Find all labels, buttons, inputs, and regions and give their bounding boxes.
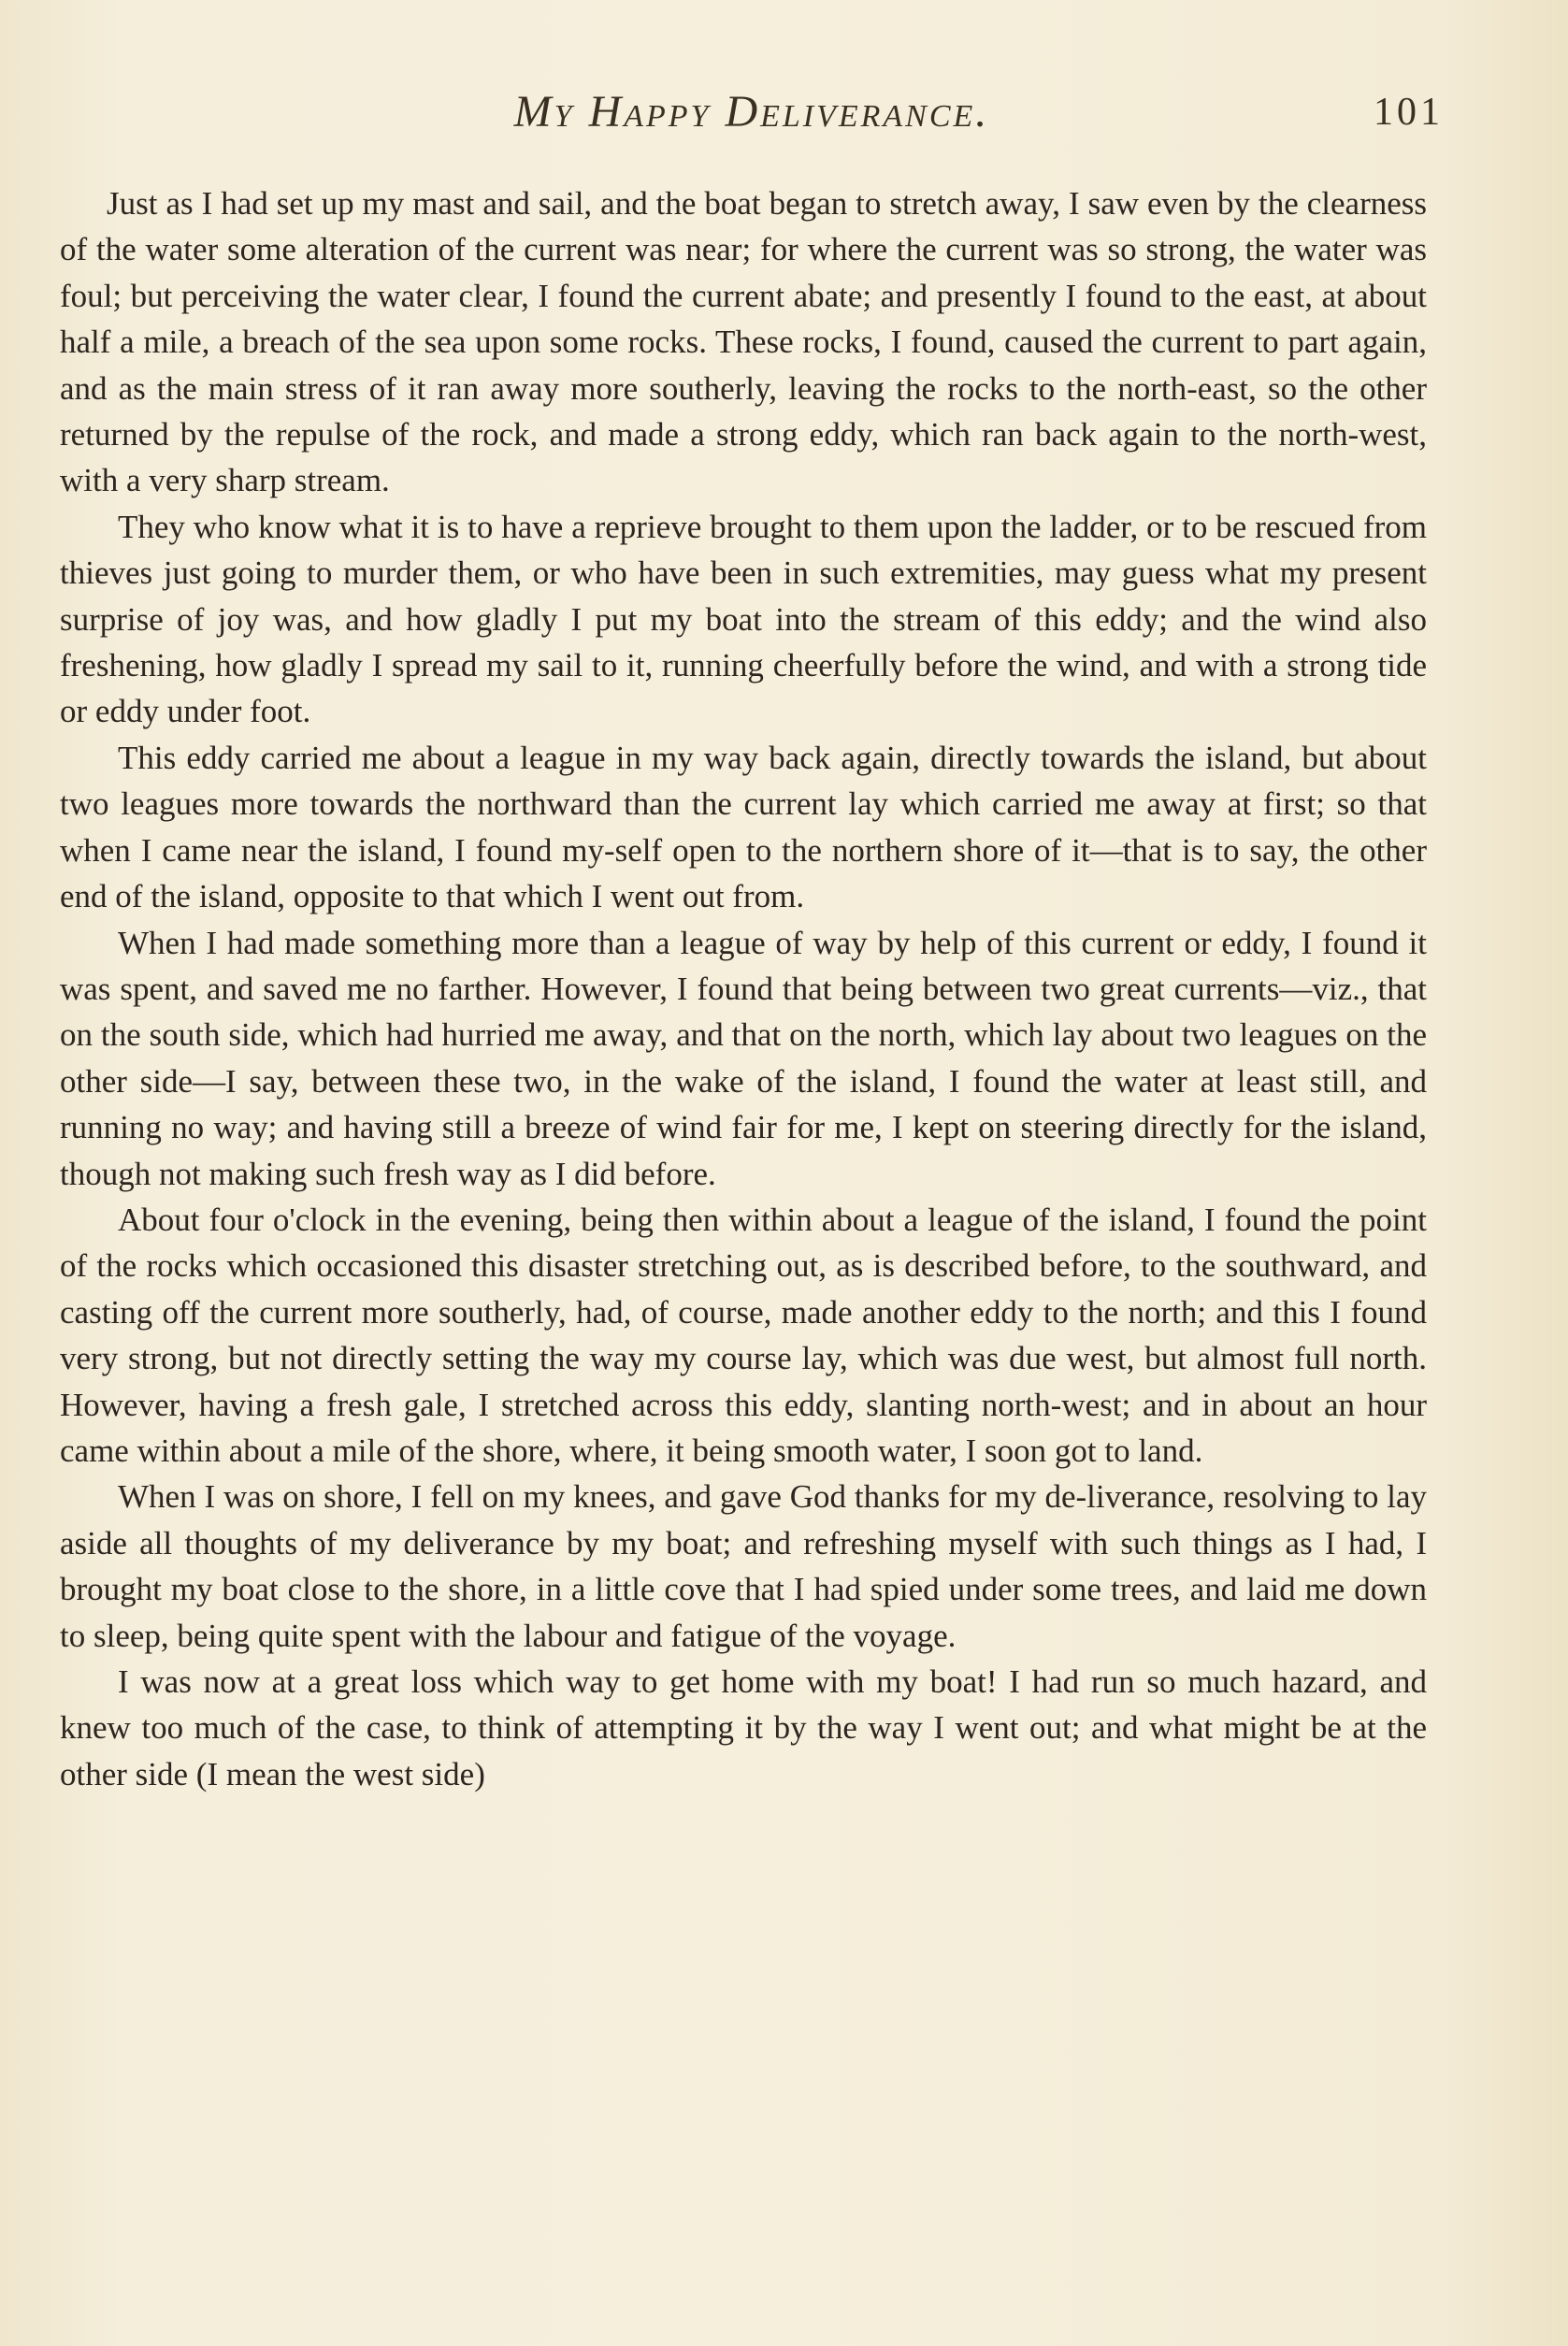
page-number: 101 [1374, 91, 1444, 134]
page-header [60, 86, 1444, 142]
paragraph-3: This eddy carried me about a league in my way back again, directly towards the island, but about two leagues more towards the northward than the current lay which carried me away at first; so that when I came near the island, I found my-self open to the northern shore of it—that is to say, the other end of the island, opposite to that which I went out from. [60, 739, 1427, 915]
body-text [60, 180, 1427, 1797]
paragraph-2: They who know what it is to have a reprieve brought to them upon the ladder, or to be rescued from thieves just going to murder them, or who have been in such extremities, may guess what my present surprise of joy was, and how gladly I put my boat into the stream of this eddy; and the wind also freshening, how gladly I spread my sail to it, running cheerfully before the wind, and with a strong tide or eddy under foot. [60, 508, 1427, 730]
paragraph-4: When I had made something more than a league of way by help of this current or eddy, I found it was spent, and saved me no farther. However, I found that being between two great currents—viz., that on the south side, which had hurried me away, and that on the north, which lay about two leagues on the other side—I say, between these two, in the wake of the island, I found the water at least still, and running no way; and having still a breeze of wind fair for me, I kept on steering directly for the island, though not making such fresh way as I did before. [60, 924, 1427, 1192]
paragraph-5: About four o'clock in the evening, being then within about a league of the island, I found the point of the rocks which occasioned this disaster stretching out, as is described before, to the southward, and casting off the current more southerly, had, of course, made another eddy to the north; and this I found very strong, but not directly setting the way my course lay, which was due west, but almost full north. However, having a fresh gale, I stretched across this eddy, slanting north-west; and in about an hour came within about a mile of the shore, where, it being smooth water, I soon got to land. [60, 1201, 1427, 1469]
paragraph-1: Just as I had set up my mast and sail, and the boat began to stretch away, I saw even by the clearness of the water some alteration of the current was near; for where the current was so strong, the water was foul; but perceiving the water clear, I found the current abate; and presently I found to the east, at about half a mile, a breach of the sea upon some rocks. These rocks, I found, caused the current to part again, and as the main stress of it ran away more southerly, leaving the rocks to the north-east, so the other returned by the repulse of the rock, and made a strong eddy, which ran back again to the north-west, with a very sharp stream. [60, 185, 1427, 499]
paragraph-7: I was now at a great loss which way to get home with my boat! I had run so much hazard, and knew too much of the case, to think of attempting it by the way I went out; and what might be at the other side (I mean the west side) [60, 1663, 1427, 1792]
running-title: My Happy Deliverance. [513, 87, 990, 137]
paragraph-6: When I was on shore, I fell on my knees, and gave God thanks for my de-liverance, resolving to lay aside all thoughts of my deliverance by my boat; and refreshing myself with such things as I had, I brought my boat close to the shore, in a little cove that I had spied under some trees, and laid me down to sleep, being quite spent with the labour and fatigue of the voyage. [60, 1478, 1427, 1654]
